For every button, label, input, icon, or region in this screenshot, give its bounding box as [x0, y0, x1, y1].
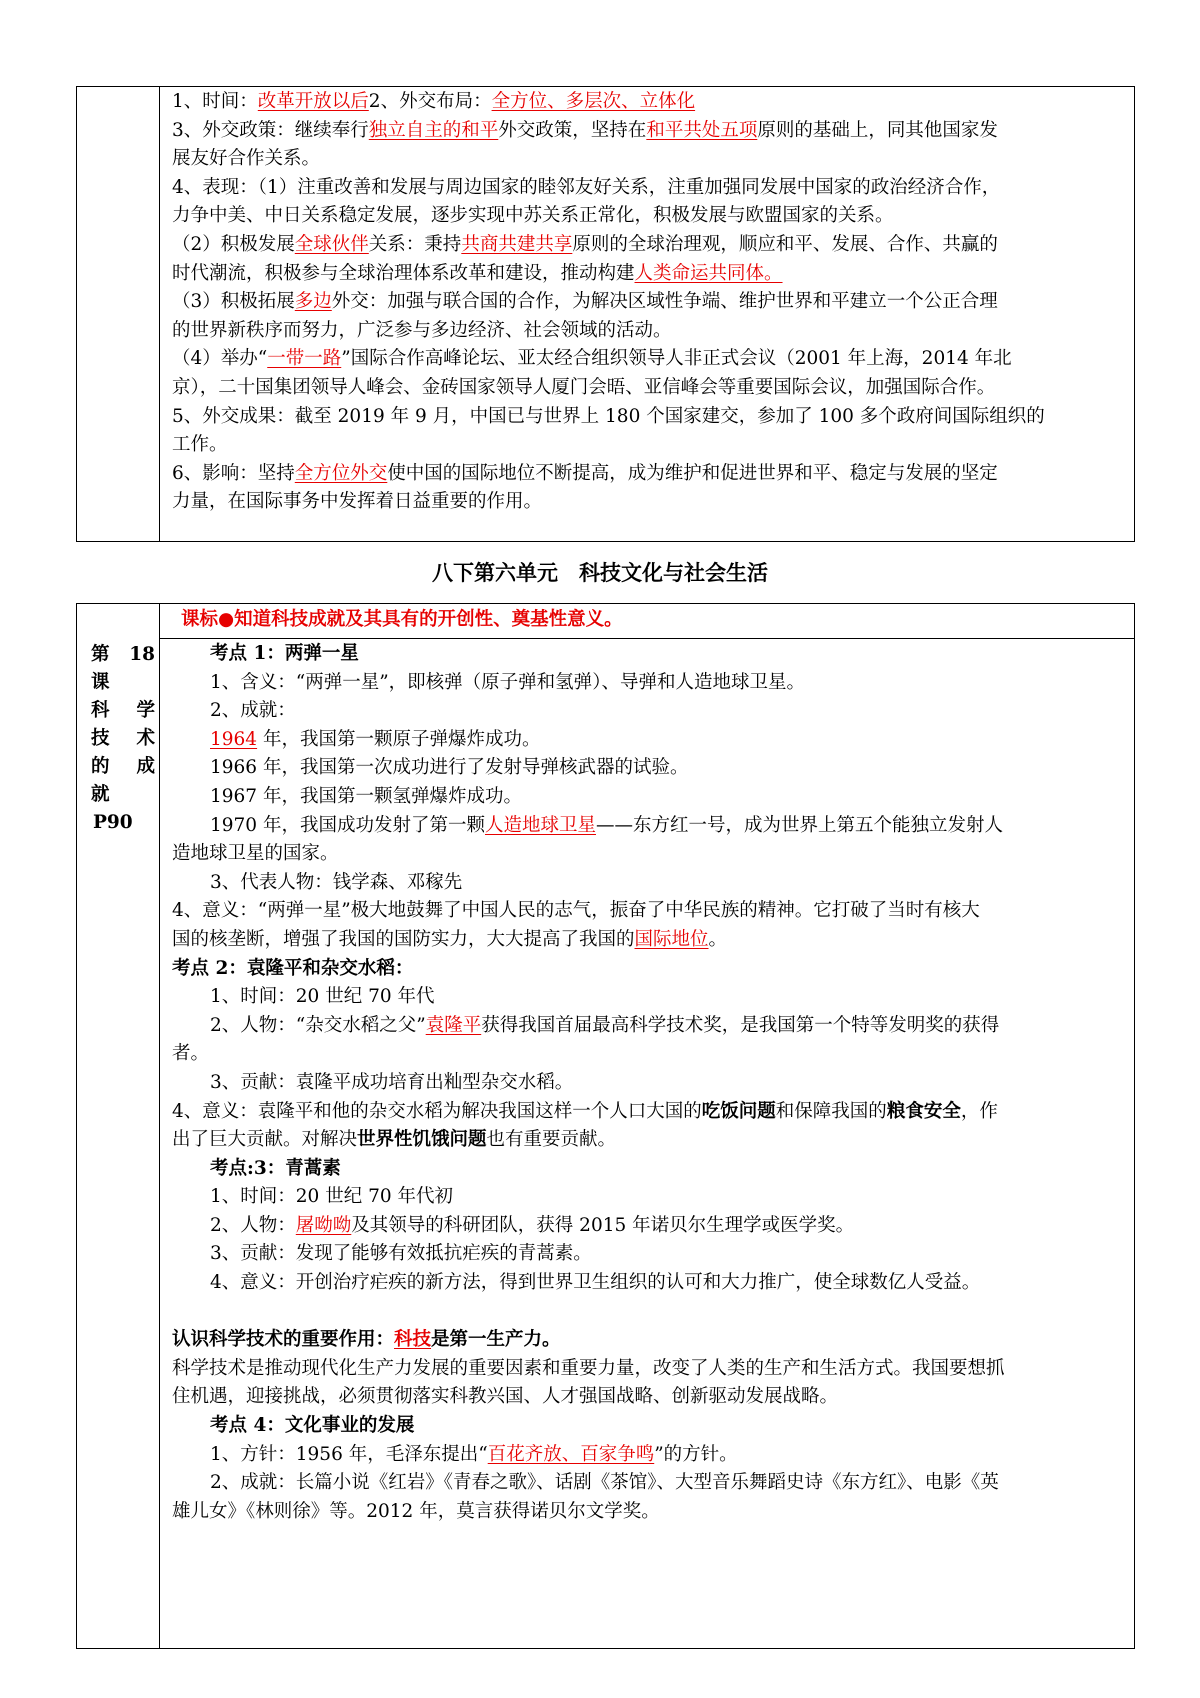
side-label-row	[83, 669, 163, 697]
text-line	[172, 1012, 1130, 1041]
text-segment: 3、贡献：发现了能够有效抵抗疟疾的青蒿素。	[210, 1243, 592, 1265]
text-segment: 雄儿女》《林则徐》等。2012 年，莫言获得诺贝尔文学奖。	[172, 1500, 660, 1522]
key-term: 共商共建共享	[461, 233, 573, 255]
text-segment: 京），二十国集团领导人峰会、金砖国家领导人厦门会晤、亚信峰会等重要国际会议，加强国际合作。	[172, 376, 996, 398]
text-segment: 1、时间：	[172, 91, 258, 112]
key-term: 屠呦呦	[295, 1214, 352, 1236]
text-line	[172, 1298, 1130, 1327]
bold-text: 考点 2：袁隆平和杂交水稻：	[172, 957, 414, 979]
side-label-char: 就	[91, 784, 110, 805]
text-segment: 展友好合作关系。	[172, 148, 321, 170]
text-line	[172, 1212, 1130, 1241]
text-line	[172, 926, 1130, 955]
text-line	[172, 374, 1130, 403]
key-term: 全方位外交	[294, 462, 388, 484]
text-segment: （3）积极拓展	[172, 291, 295, 313]
text-line	[172, 1183, 1130, 1212]
key-term: 和平共处五项	[646, 119, 758, 141]
bold-text: 考点 1：两弹一星	[210, 643, 359, 664]
side-label-row	[83, 725, 163, 753]
side-label-row	[83, 641, 163, 669]
bold-text: 考点 4：文化事业的发展	[210, 1415, 415, 1437]
bold-text: 粮食安全	[886, 1100, 961, 1122]
text-line	[172, 697, 1130, 726]
text-segment: 外交政策，坚持在	[498, 119, 647, 141]
text-segment: 关系：秉持	[368, 233, 462, 255]
text-line	[172, 488, 1130, 517]
key-term: 独立自主的和平	[368, 119, 499, 141]
text-segment: 2、外交布局：	[368, 91, 492, 112]
bottom-table-content	[172, 640, 1130, 1526]
text-segment: 4、意义：袁隆平和他的杂交水稻为解决我国这样一个人口大国的	[172, 1100, 702, 1122]
side-label-char: 术	[136, 728, 155, 749]
text-line	[172, 897, 1130, 926]
side-label-char: 18	[129, 644, 155, 665]
text-segment: 工作。	[172, 434, 228, 456]
text-line	[172, 288, 1130, 317]
side-label-char: 学	[136, 700, 155, 721]
text-line	[172, 202, 1130, 231]
text-line	[172, 1469, 1130, 1498]
side-label-row	[83, 781, 163, 809]
text-segment: （4）举办“	[172, 348, 268, 370]
text-segment: 造地球卫星的国家。	[172, 843, 339, 865]
text-segment: 的世界新秩序而努力，广泛参与多边经济、社会领域的活动。	[172, 319, 672, 341]
text-segment: 1、时间：20 世纪 70 年代	[210, 986, 435, 1008]
text-line	[172, 640, 1130, 669]
text-segment: 力量，在国际事务中发挥着日益重要的作用。	[172, 491, 543, 513]
text-segment: 3、代表人物：钱学森、邓稼先	[210, 871, 463, 893]
text-segment: 也有重要贡献。	[486, 1129, 617, 1151]
key-term: 全球伙伴	[294, 233, 369, 255]
bold-text: 考点:3：青蒿素	[210, 1157, 341, 1179]
standard-row-divider	[159, 638, 1134, 639]
text-segment: 2、人物：“杂交水稻之父”	[210, 1014, 426, 1036]
text-segment: 年，我国第一颗原子弹爆炸成功。	[257, 728, 541, 750]
text-segment: 5、外交成果：截至 2019 年 9 月，中国已与世界上 180 个国家建交，参加了 100 多个政府间国际组织的	[172, 405, 1045, 427]
text-line	[172, 1040, 1130, 1069]
top-table-content	[172, 88, 1130, 517]
text-line	[172, 726, 1130, 755]
text-segment: ——东方红一号，成为世界上第五个能独立发射人	[595, 814, 1003, 836]
text-line	[172, 174, 1130, 203]
key-term: 国际地位	[634, 928, 709, 950]
text-line	[172, 403, 1130, 432]
text-line	[172, 460, 1130, 489]
bold-text: 认识科学技术的重要作用：	[172, 1329, 395, 1351]
text-segment: 3、外交政策：继续奉行	[172, 119, 369, 141]
text-segment: 住机遇，迎接挑战，必须贯彻落实科教兴国、人才强国战略、创新驱动发展战略。	[172, 1386, 839, 1408]
text-line	[172, 117, 1130, 146]
text-segment: 及其领导的科研团队，获得 2015 年诺贝尔生理学或医学奖。	[351, 1214, 855, 1236]
side-label-char: 成	[136, 756, 155, 777]
text-line	[172, 345, 1130, 374]
side-label-char: 课	[91, 672, 110, 693]
column-divider	[159, 87, 160, 541]
text-segment: 1967 年，我国第一颗氢弹爆炸成功。	[210, 785, 522, 807]
side-label-row	[83, 697, 163, 725]
text-segment: 和保障我国的	[775, 1100, 887, 1122]
text-segment: 1、时间：20 世纪 70 年代初	[210, 1186, 453, 1208]
curriculum-standard	[181, 606, 1121, 635]
text-line	[172, 231, 1130, 260]
side-label-char: 技	[91, 728, 110, 749]
text-segment: 1、含义：“两弹一星”，即核弹（原子弹和氢弹）、导弹和人造地球卫星。	[210, 671, 805, 693]
text-segment: 4、表现：（1）注重改善和发展与周边国家的睦邻友好关系，注重加强同发展中国家的政治经济合作，	[172, 176, 1001, 198]
text-segment: ，作	[960, 1100, 998, 1122]
key-term: 多边	[294, 291, 332, 313]
text-line	[172, 1069, 1130, 1098]
text-segment: 国的核垄断，增强了我国的国防实力，大大提高了我国的	[172, 928, 635, 950]
text-segment: ”国际合作高峰论坛、亚太经合组织领导人非正式会议（2001 年上海，2014 年北	[341, 348, 1012, 370]
text-line	[172, 1326, 1130, 1355]
text-segment: 4、意义：开创治疗疟疾的新方法，得到世界卫生组织的认可和大力推广，使全球数亿人受益。	[210, 1272, 981, 1294]
text-line	[172, 1126, 1130, 1155]
text-segment: （2）积极发展	[172, 233, 295, 255]
text-segment: 时代潮流，积极参与全球治理体系改革和建设，推动构建	[172, 262, 635, 284]
text-segment: 1966 年，我国第一次成功进行了发射导弹核武器的试验。	[210, 757, 689, 779]
bold-text: 吃饭问题	[701, 1100, 776, 1122]
page-reference: P90	[93, 812, 133, 833]
text-segment: 外交：加强与联合国的合作，为解决区域性争端、维护世界和平建立一个公正合理	[331, 291, 998, 313]
text-segment: 1970 年，我国成功发射了第一颗	[210, 814, 485, 836]
text-line	[172, 1383, 1130, 1412]
text-segment: 者。	[172, 1043, 210, 1065]
text-line	[172, 1355, 1130, 1384]
bold-text: 是第一生产力。	[431, 1329, 561, 1351]
text-line	[172, 1412, 1130, 1441]
text-line	[172, 783, 1130, 812]
key-term: 袁隆平	[425, 1014, 482, 1036]
text-segment: 出了巨大贡献。对解决	[172, 1129, 358, 1151]
side-label-row	[83, 753, 163, 781]
side-label-char: 科	[91, 700, 110, 721]
text-segment: 2、人物：	[210, 1214, 296, 1236]
text-line	[172, 1155, 1130, 1184]
text-segment: 2、成就：	[210, 700, 296, 722]
text-segment: 2、成就：长篇小说《红岩》《青春之歌》、话剧《茶馆》、大型音乐舞蹈史诗《东方红》、电影《英	[210, 1472, 999, 1494]
text-line	[172, 983, 1130, 1012]
text-line	[172, 869, 1130, 898]
text-line	[172, 260, 1130, 289]
text-line	[172, 955, 1130, 984]
text-line	[172, 88, 1130, 117]
key-term: 百花齐放、百家争鸣	[487, 1443, 655, 1465]
key-term: 改革开放以后	[257, 91, 369, 112]
bold-text: 世界性饥饿问题	[357, 1129, 487, 1151]
text-line	[172, 754, 1130, 783]
section-title: 八下第六单元 科技文化与社会生活	[432, 560, 768, 585]
key-term: 全方位、多层次、立体化	[491, 91, 696, 112]
text-segment: 使中国的国际地位不断提高，成为维护和促进世界和平、稳定与发展的坚定	[387, 462, 998, 484]
key-term: 科技	[394, 1329, 432, 1351]
text-segment: 原则的全球治理观，顺应和平、发展、合作、共赢的	[572, 233, 998, 255]
key-term: 1964	[210, 728, 258, 750]
text-segment: 力争中美、中日关系稳定发展，逐步实现中苏关系正常化，积极发展与欧盟国家的关系。	[172, 205, 894, 227]
lesson-side-label	[83, 641, 163, 837]
side-label-char: 第	[91, 644, 110, 665]
curriculum-standard-text: 课标●知道科技成就及其具有的开创性、奠基性意义。	[181, 609, 623, 630]
text-line	[172, 669, 1130, 698]
key-term: 人类命运共同体。	[634, 262, 783, 284]
text-line	[172, 1441, 1130, 1470]
text-segment: 6、影响：坚持	[172, 462, 295, 484]
side-label-char: 的	[91, 756, 110, 777]
key-term: 一带一路	[267, 348, 342, 370]
text-line	[172, 840, 1130, 869]
text-segment: 科学技术是推动现代化生产力发展的重要因素和重要力量，改变了人类的生产和生活方式。我国要想抓	[172, 1357, 1005, 1379]
text-segment: ”的方针。	[654, 1443, 738, 1465]
text-segment: 原则的基础上，同其他国家发	[757, 119, 998, 141]
text-line	[172, 1498, 1130, 1527]
text-segment: 4、意义：“两弹一星”极大地鼓舞了中国人民的志气，振奋了中华民族的精神。它打破了当时有核大	[172, 900, 980, 922]
text-line	[172, 317, 1130, 346]
text-line	[172, 1240, 1130, 1269]
text-segment: 。	[708, 928, 728, 950]
text-line	[172, 812, 1130, 841]
text-segment: 获得我国首届最高科学技术奖，是我国第一个特等发明奖的获得	[481, 1014, 1000, 1036]
text-line	[172, 431, 1130, 460]
text-line	[172, 145, 1130, 174]
text-segment: 1、方针：1956 年，毛泽东提出“	[210, 1443, 488, 1465]
text-line	[172, 1269, 1130, 1298]
text-segment: 3、贡献：袁隆平成功培育出籼型杂交水稻。	[210, 1071, 574, 1093]
key-term: 人造地球卫星	[484, 814, 596, 836]
text-line	[172, 1098, 1130, 1127]
